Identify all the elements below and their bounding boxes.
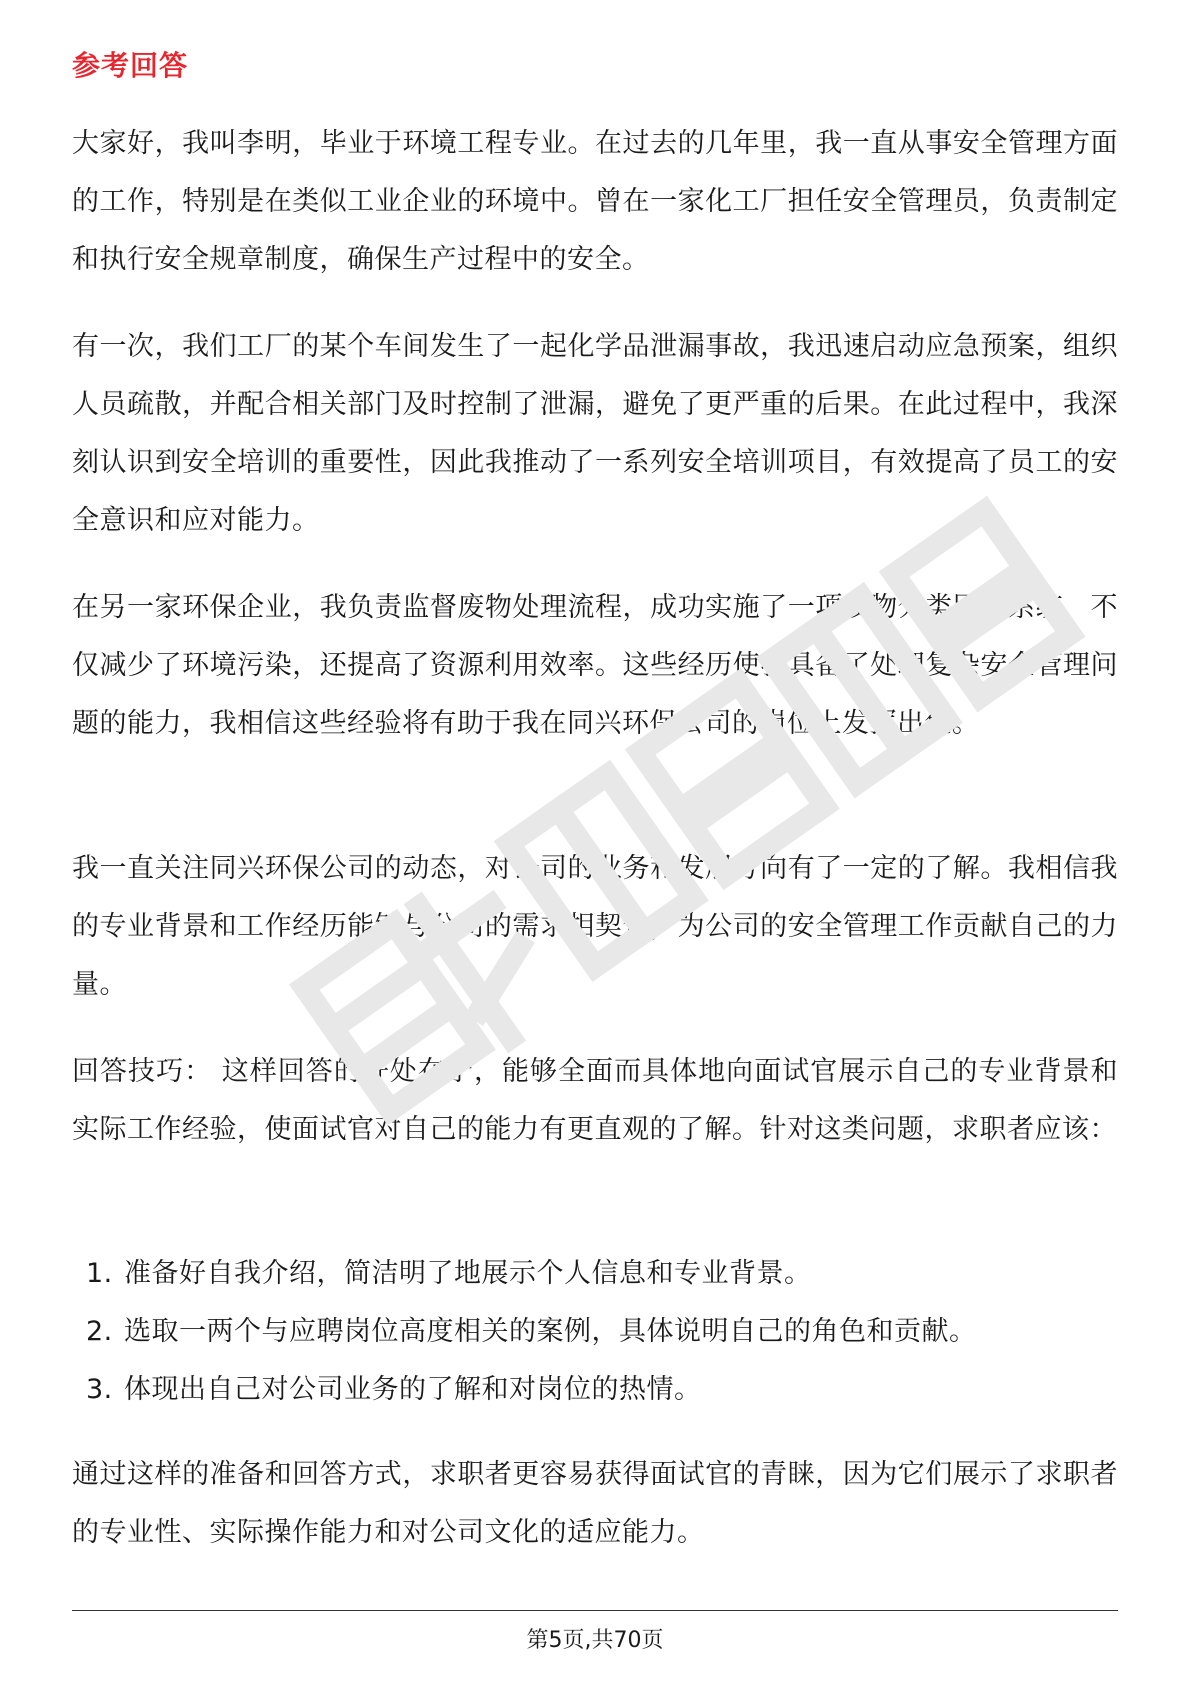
paragraph-closing: 通过这样的准备和回答方式，求职者更容易获得面试官的青睐，因为它们展示了求职者的专业性、实际操作能力和对公司文化的适应能力。 xyxy=(72,1459,1118,1548)
document-page xyxy=(72,0,1118,1684)
footer-divider xyxy=(72,1610,1118,1611)
paragraph-intro: 大家好，我叫李明，毕业于环境工程专业。在过去的几年里，我一直从事安全管理方面的工作，特别是在类似工业企业的环境中。曾在一家化工厂担任安全管理员，负责制定和执行安全规章制度，确保生产过程中的安全。 xyxy=(72,128,1118,275)
list-item xyxy=(72,1303,1118,1361)
list-item-number: 2. xyxy=(86,1316,113,1347)
list-item-number: 3. xyxy=(86,1374,113,1405)
list-item xyxy=(72,1361,1118,1419)
list-item-text: 选取一两个与应聘岗位高度相关的案例，具体说明自己的角色和贡献。 xyxy=(124,1316,977,1347)
paragraph-company-interest: 我一直关注同兴环保公司的动态，对公司的业务和发展方向有了一定的了解。我相信我的专业背景和工作经历能够与公司的需求相契合，为公司的安全管理工作贡献自己的力量。 xyxy=(72,853,1118,1000)
page-number: 第5页,共70页 xyxy=(526,1628,664,1653)
paragraph-experience: 在另一家环保企业，我负责监督废物处理流程，成功实施了一项废物分类回收系统，不仅减少了环境污染，还提高了资源利用效率。这些经历使我具备了处理复杂安全管理问题的能力，我相信这些经验将有助于我在同兴环保公司的岗位上发挥出色。 xyxy=(72,592,1118,739)
list-item-text: 体现出自己对公司业务的了解和对岗位的热情。 xyxy=(124,1374,702,1405)
tips-list xyxy=(72,1245,1118,1419)
section-heading: 参考回答 xyxy=(72,49,189,82)
list-item xyxy=(72,1245,1118,1303)
list-item-text: 准备好自我介绍，简洁明了地展示个人信息和专业背景。 xyxy=(124,1258,812,1289)
paragraph-incident: 有一次，我们工厂的某个车间发生了一起化学品泄漏事故，我迅速启动应急预案，组织人员疏散，并配合相关部门及时控制了泄漏，避免了更严重的后果。在此过程中，我深刻认识到安全培训的重要性，因此我推动了一系列安全培训项目，有效提高了员工的安全意识和应对能力。 xyxy=(72,331,1118,536)
paragraph-answer-tips: 回答技巧： 这样回答的好处在于，能够全面而具体地向面试官展示自己的专业背景和实际工作经验，使面试官对自己的能力有更直观的了解。针对这类问题，求职者应该： xyxy=(72,1056,1118,1145)
list-item-number: 1. xyxy=(86,1258,113,1289)
